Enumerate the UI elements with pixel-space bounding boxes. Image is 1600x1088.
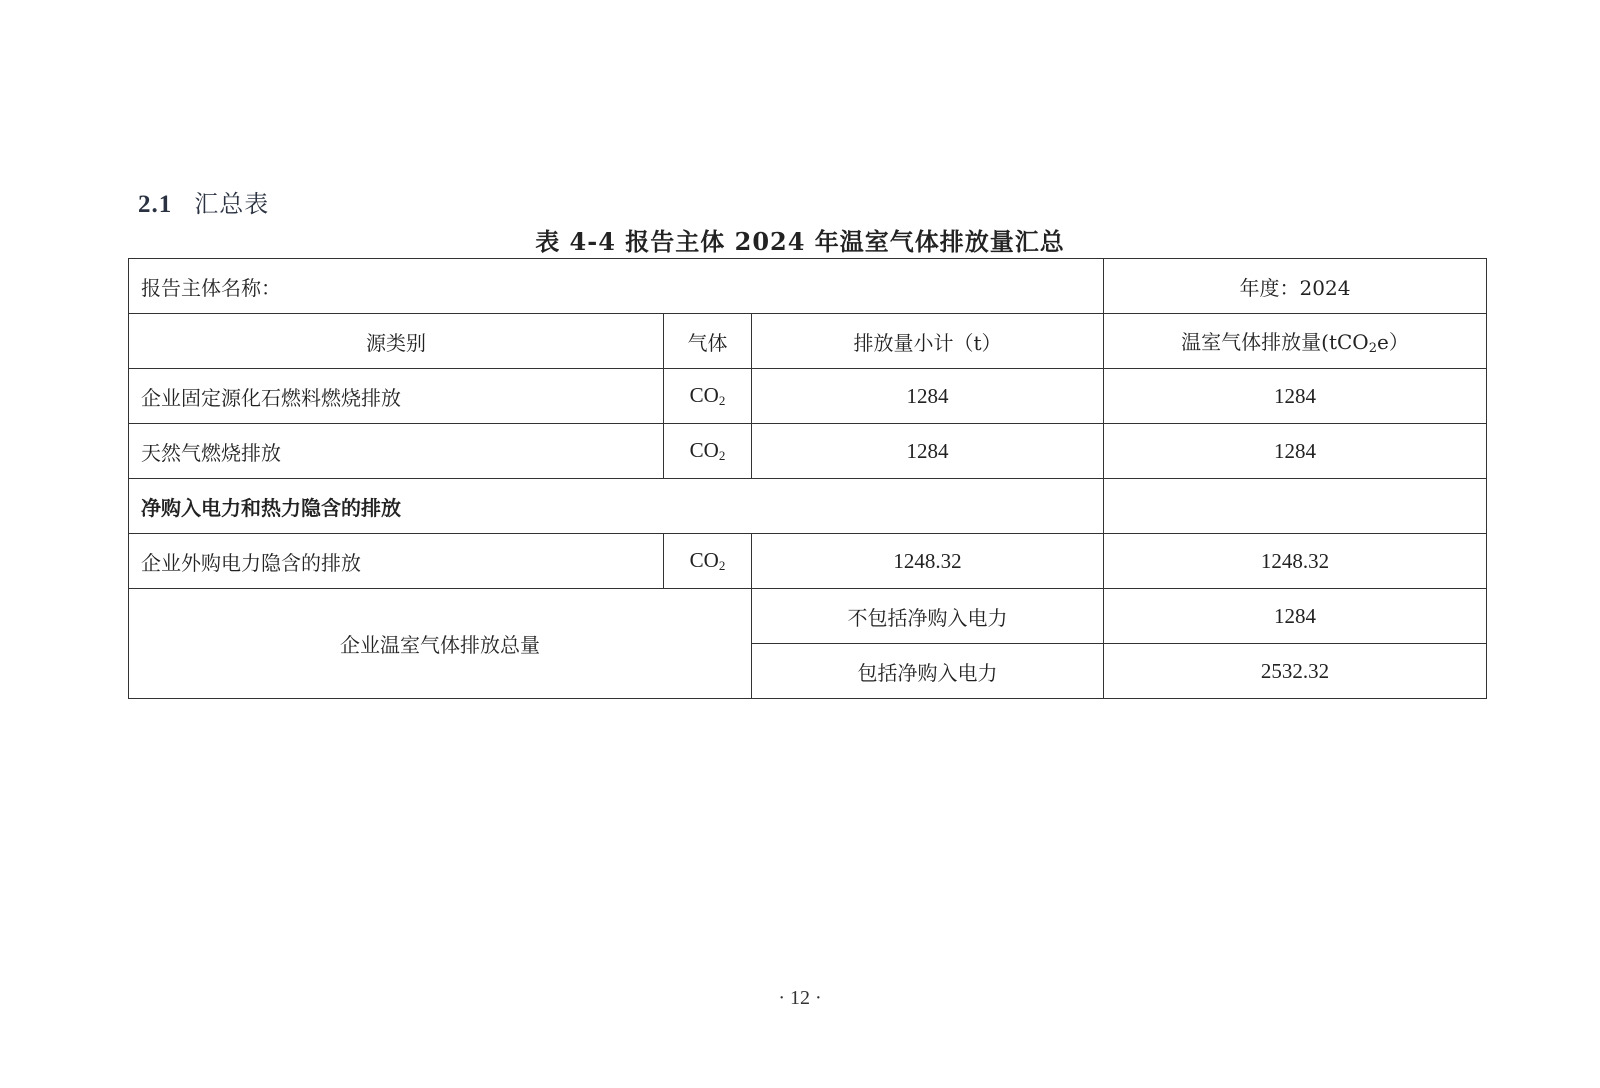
table-caption: 表 4-4 报告主体 2024 年温室气体排放量汇总 <box>535 227 1065 256</box>
total-incl-label: 包括净购入电力 <box>752 644 1104 699</box>
total-row-excl <box>129 589 1487 644</box>
header-gas: 气体 <box>664 314 752 369</box>
table-row <box>129 534 1487 589</box>
total-excl-label: 不包括净购入电力 <box>752 589 1104 644</box>
section-row <box>129 479 1487 534</box>
entity-name-label: 报告主体名称： <box>129 259 1104 314</box>
emissions-summary-table <box>128 258 1487 699</box>
source-cell: 天然气燃烧排放 <box>129 424 664 479</box>
section-title: 汇总表 <box>194 190 270 218</box>
ghg-cell: 1284 <box>1104 424 1487 479</box>
header-row <box>129 314 1487 369</box>
source-cell: 企业固定源化石燃料燃烧排放 <box>129 369 664 424</box>
subtotal-cell: 1248.32 <box>752 534 1104 589</box>
subtotal-cell: 1284 <box>752 424 1104 479</box>
subtotal-cell: 1284 <box>752 369 1104 424</box>
empty-cell <box>1104 479 1487 534</box>
total-excl-value: 1284 <box>1104 589 1487 644</box>
table-row <box>129 424 1487 479</box>
total-label: 企业温室气体排放总量 <box>129 589 752 699</box>
page-number: · 12 · <box>778 987 822 1009</box>
table-row <box>129 259 1487 314</box>
section-heading <box>138 184 269 219</box>
gas-cell: $CO_2$ <box>664 534 752 589</box>
header-source: 源类别 <box>129 314 664 369</box>
source-cell: 企业外购电力隐含的排放 <box>129 534 664 589</box>
section-number: 2.1 <box>138 191 173 218</box>
ghg-cell: 1248.32 <box>1104 534 1487 589</box>
table-row <box>129 369 1487 424</box>
header-ghg: 温室气体排放量(tCO$_2$e） <box>1104 314 1487 369</box>
gas-cell: $CO_2$ <box>664 369 752 424</box>
total-incl-value: 2532.32 <box>1104 644 1487 699</box>
ghg-cell: 1284 <box>1104 369 1487 424</box>
purchased-power-heading: 净购入电力和热力隐含的排放 <box>129 479 1104 534</box>
gas-cell: $CO_2$ <box>664 424 752 479</box>
year-label: 年度：2024 <box>1104 259 1487 314</box>
header-subtotal: 排放量小计（t） <box>752 314 1104 369</box>
